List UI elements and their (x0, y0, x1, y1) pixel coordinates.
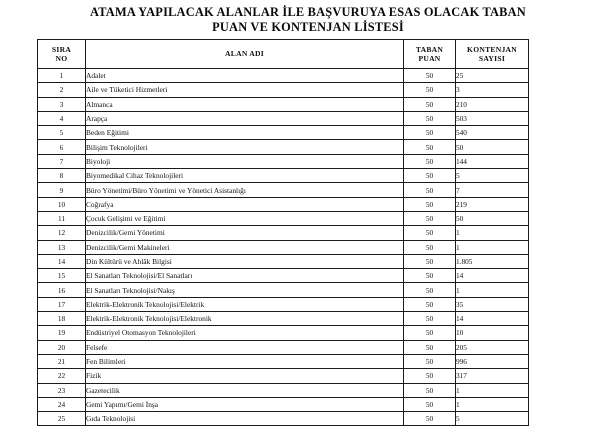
column-header-alan-adi: ALAN ADI (86, 40, 404, 69)
table-row (38, 240, 529, 254)
cell-sira-no: 6 (38, 140, 86, 154)
page-title-line-1: ATAMA YAPILACAK ALANLAR İLE BAŞVURUYA ESAS OLACAK TABAN (90, 5, 526, 19)
cell-taban-puan: 50 (404, 354, 456, 368)
table-row (38, 69, 529, 83)
table-row (38, 326, 529, 340)
cell-alan-adi: Büro Yönetimi/Büro Yönetimi ve Yönetici Asistanlığı (86, 183, 404, 197)
cell-sira-no: 14 (38, 254, 86, 268)
table-header-row (38, 40, 529, 69)
cell-alan-adi: Çocuk Gelişimi ve Eğitimi (86, 211, 404, 225)
cell-taban-puan: 50 (404, 83, 456, 97)
cell-sira-no: 3 (38, 97, 86, 111)
cell-alan-adi: Elektrik-Elektronik Teknolojisi/Elektrik (86, 297, 404, 311)
cell-taban-puan: 50 (404, 197, 456, 211)
cell-taban-puan: 50 (404, 326, 456, 340)
cell-taban-puan: 50 (404, 69, 456, 83)
cell-alan-adi: Beden Eğitimi (86, 126, 404, 140)
cell-alan-adi: Gıda Teknolojisi (86, 412, 404, 426)
cell-sira-no: 11 (38, 211, 86, 225)
cell-kontenjan-sayisi: 50 (456, 140, 529, 154)
cell-alan-adi: Endüstriyel Otomasyon Teknolojileri (86, 326, 404, 340)
cell-sira-no: 16 (38, 283, 86, 297)
cell-kontenjan-sayisi: 540 (456, 126, 529, 140)
page-title-line-2: PUAN VE KONTENJAN LİSTESİ (212, 19, 404, 34)
cell-sira-no: 12 (38, 226, 86, 240)
table-header (38, 40, 529, 69)
cell-alan-adi: El Sanatları Teknolojisi/El Sanatları (86, 269, 404, 283)
cell-alan-adi: Elektrik-Elektronik Teknolojisi/Elektronik (86, 312, 404, 326)
table-row (38, 397, 529, 411)
cell-sira-no: 1 (38, 69, 86, 83)
cell-taban-puan: 50 (404, 340, 456, 354)
table-row (38, 340, 529, 354)
cell-sira-no: 25 (38, 412, 86, 426)
table-row (38, 297, 529, 311)
cell-taban-puan: 50 (404, 412, 456, 426)
cell-taban-puan: 50 (404, 312, 456, 326)
cell-taban-puan: 50 (404, 269, 456, 283)
cell-sira-no: 19 (38, 326, 86, 340)
cell-alan-adi: Denizcilik/Gemi Yönetimi (86, 226, 404, 240)
cell-kontenjan-sayisi: 219 (456, 197, 529, 211)
table-row (38, 269, 529, 283)
cell-sira-no: 20 (38, 340, 86, 354)
cell-kontenjan-sayisi: 5 (456, 169, 529, 183)
table-row (38, 211, 529, 225)
cell-alan-adi: Almanca (86, 97, 404, 111)
cell-kontenjan-sayisi: 996 (456, 354, 529, 368)
cell-taban-puan: 50 (404, 97, 456, 111)
table-row (38, 383, 529, 397)
cell-alan-adi: Gemi Yapımı/Gemi İnşa (86, 397, 404, 411)
cell-taban-puan: 50 (404, 240, 456, 254)
cell-kontenjan-sayisi: 50 (456, 211, 529, 225)
column-header-taban-puan-line-1: TABAN (415, 44, 444, 54)
column-header-taban-puan-line-2: PUAN (418, 54, 441, 63)
cell-alan-adi: Biyomedikal Cihaz Teknolojileri (86, 169, 404, 183)
cell-kontenjan-sayisi: 1 (456, 383, 529, 397)
column-header-kontenjan-line-1: KONTENJAN (467, 44, 517, 54)
table-row (38, 97, 529, 111)
column-header-sira-no (38, 40, 86, 69)
cell-kontenjan-sayisi: 317 (456, 369, 529, 383)
table-row (38, 140, 529, 154)
cell-kontenjan-sayisi: 503 (456, 111, 529, 125)
column-header-sira-no-line-1: SIRA (51, 44, 72, 54)
cell-taban-puan: 50 (404, 169, 456, 183)
cell-alan-adi: Biyoloji (86, 154, 404, 168)
column-header-kontenjan-sayisi (456, 40, 529, 69)
cell-sira-no: 21 (38, 354, 86, 368)
cell-kontenjan-sayisi: 1 (456, 397, 529, 411)
column-header-sira-no-line-2: NO (55, 54, 68, 63)
cell-sira-no: 8 (38, 169, 86, 183)
table-row (38, 169, 529, 183)
cell-alan-adi: Gazetecilik (86, 383, 404, 397)
cell-alan-adi: Bilişim Teknolojileri (86, 140, 404, 154)
cell-kontenjan-sayisi: 10 (456, 326, 529, 340)
table-row (38, 354, 529, 368)
cell-taban-puan: 50 (404, 369, 456, 383)
table-row (38, 126, 529, 140)
cell-alan-adi: Arapça (86, 111, 404, 125)
cell-alan-adi: Felsefe (86, 340, 404, 354)
cell-alan-adi: Din Kültürü ve Ahlâk Bilgisi (86, 254, 404, 268)
cell-sira-no: 13 (38, 240, 86, 254)
cell-sira-no: 9 (38, 183, 86, 197)
cell-kontenjan-sayisi: 210 (456, 97, 529, 111)
listing-table-container (37, 39, 528, 426)
cell-taban-puan: 50 (404, 283, 456, 297)
cell-kontenjan-sayisi: 14 (456, 269, 529, 283)
cell-taban-puan: 50 (404, 226, 456, 240)
table-body (38, 69, 529, 426)
cell-taban-puan: 50 (404, 211, 456, 225)
column-header-taban-puan (404, 40, 456, 69)
table-row (38, 197, 529, 211)
cell-sira-no: 4 (38, 111, 86, 125)
column-header-kontenjan-line-2: SAYISI (478, 54, 506, 63)
cell-kontenjan-sayisi: 1.805 (456, 254, 529, 268)
cell-sira-no: 7 (38, 154, 86, 168)
table-row (38, 312, 529, 326)
cell-kontenjan-sayisi: 3 (456, 83, 529, 97)
cell-kontenjan-sayisi: 14 (456, 312, 529, 326)
cell-sira-no: 22 (38, 369, 86, 383)
cell-kontenjan-sayisi: 35 (456, 297, 529, 311)
cell-alan-adi: Denizcilik/Gemi Makineleri (86, 240, 404, 254)
cell-alan-adi: Fen Bilimleri (86, 354, 404, 368)
assignment-listing-table (37, 39, 529, 426)
table-row (38, 412, 529, 426)
table-row (38, 283, 529, 297)
cell-kontenjan-sayisi: 1 (456, 226, 529, 240)
cell-sira-no: 17 (38, 297, 86, 311)
table-row (38, 183, 529, 197)
cell-alan-adi: Adalet (86, 69, 404, 83)
cell-taban-puan: 50 (404, 183, 456, 197)
cell-kontenjan-sayisi: 205 (456, 340, 529, 354)
table-row (38, 111, 529, 125)
cell-kontenjan-sayisi: 1 (456, 283, 529, 297)
cell-alan-adi: El Sanatları Teknolojisi/Nakış (86, 283, 404, 297)
cell-kontenjan-sayisi: 144 (456, 154, 529, 168)
table-row (38, 369, 529, 383)
cell-sira-no: 24 (38, 397, 86, 411)
table-row (38, 83, 529, 97)
cell-taban-puan: 50 (404, 383, 456, 397)
cell-sira-no: 10 (38, 197, 86, 211)
cell-kontenjan-sayisi: 5 (456, 412, 529, 426)
table-row (38, 254, 529, 268)
cell-kontenjan-sayisi: 25 (456, 69, 529, 83)
cell-alan-adi: Coğrafya (86, 197, 404, 211)
cell-taban-puan: 50 (404, 297, 456, 311)
cell-sira-no: 23 (38, 383, 86, 397)
cell-taban-puan: 50 (404, 140, 456, 154)
cell-alan-adi: Aile ve Tüketici Hizmetleri (86, 83, 404, 97)
cell-kontenjan-sayisi: 1 (456, 240, 529, 254)
table-row (38, 154, 529, 168)
cell-kontenjan-sayisi: 7 (456, 183, 529, 197)
table-row (38, 226, 529, 240)
cell-sira-no: 15 (38, 269, 86, 283)
cell-alan-adi: Fizik (86, 369, 404, 383)
cell-taban-puan: 50 (404, 154, 456, 168)
cell-taban-puan: 50 (404, 126, 456, 140)
cell-taban-puan: 50 (404, 111, 456, 125)
cell-taban-puan: 50 (404, 254, 456, 268)
page-title (0, 5, 616, 34)
cell-sira-no: 2 (38, 83, 86, 97)
cell-sira-no: 18 (38, 312, 86, 326)
cell-taban-puan: 50 (404, 397, 456, 411)
cell-sira-no: 5 (38, 126, 86, 140)
